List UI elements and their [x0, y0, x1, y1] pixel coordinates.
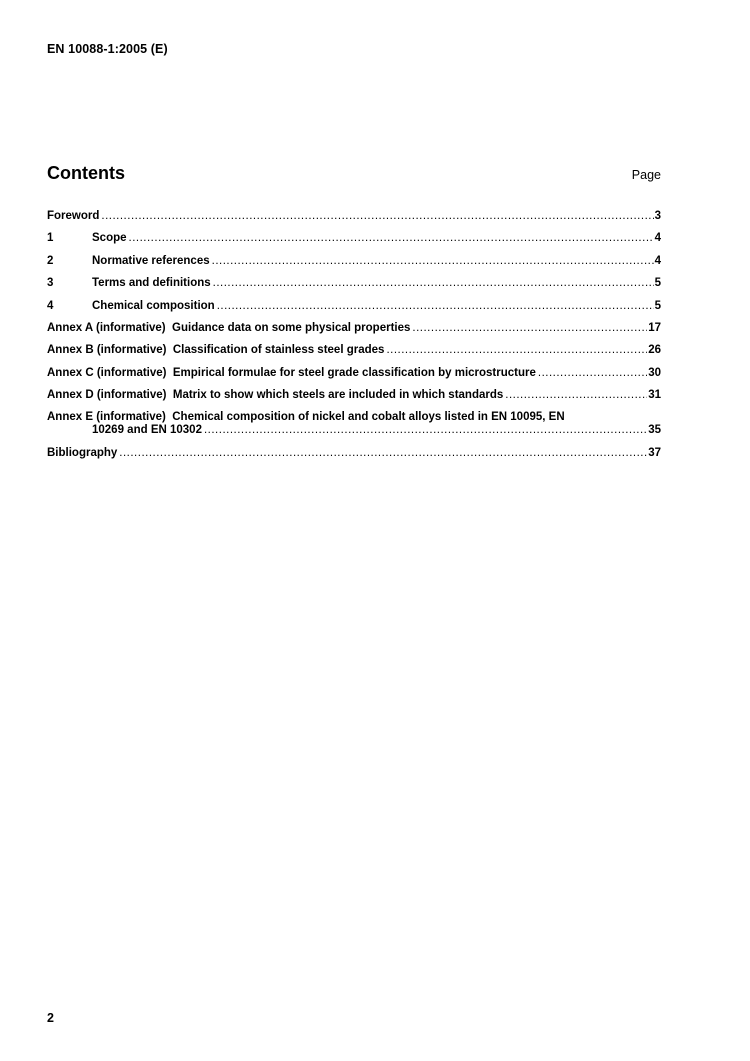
toc-entry-title: Annex D (informative) Matrix to show which steels are included in which standards [47, 389, 504, 402]
toc-entry-page: 30 [648, 366, 661, 379]
page-number: 2 [47, 1011, 54, 1025]
toc-entry-title: Annex C (informative) Empirical formulae for steel grade classification by microstructure [47, 366, 536, 379]
toc-entry-page: 26 [648, 344, 661, 357]
dot-leader [212, 254, 654, 268]
dot-leader [412, 321, 647, 335]
toc-entry-annex-d[interactable] [47, 388, 661, 402]
toc-entry-number: 3 [47, 277, 54, 290]
toc-entry-page: 5 [654, 299, 661, 312]
toc-entry-title: Normative references [92, 254, 210, 267]
dot-leader [101, 209, 653, 223]
toc-entry-annex-c[interactable] [47, 366, 661, 380]
toc-entry-title: Bibliography [47, 446, 118, 459]
toc-entry-title-line1: Annex E (informative) Chemical composition of nickel and cobalt alloys listed in EN 10095, EN [47, 410, 565, 423]
dot-leader [386, 343, 647, 357]
toc-entry-annex-e[interactable] [47, 411, 661, 438]
toc-entry-annex-a[interactable] [47, 321, 661, 335]
dot-leader [217, 299, 654, 313]
toc-entry-title: Annex A (informative) Guidance data on some physical properties [47, 321, 411, 334]
toc-entry-terms-and-definitions[interactable] [47, 276, 661, 290]
toc-entry-page: 35 [648, 424, 661, 437]
toc-entry-annex-b[interactable] [47, 343, 661, 357]
dot-leader [538, 366, 647, 380]
toc-entry-title: Terms and definitions [92, 277, 211, 290]
dot-leader [129, 231, 654, 245]
dot-leader [213, 276, 654, 290]
document-id: EN 10088-1:2005 (E) [47, 42, 168, 56]
toc-entry-number: 2 [47, 254, 54, 267]
toc-entry-page: 4 [654, 232, 661, 245]
toc-entry-normative-references[interactable] [47, 254, 661, 268]
toc-entry-page: 5 [654, 277, 661, 290]
toc-entry-title-line2: 10269 and EN 10302 [92, 424, 202, 437]
dot-leader [119, 446, 647, 460]
contents-heading: Contents [47, 163, 125, 183]
toc-entry-page: 37 [648, 446, 661, 459]
toc-entry-title: Annex B (informative) Classification of stainless steel grades [47, 344, 385, 357]
dot-leader [204, 424, 647, 438]
toc-entry-chemical-composition[interactable] [47, 299, 661, 313]
page-column-label: Page [631, 168, 661, 182]
toc-entry-page: 4 [654, 254, 661, 267]
dot-leader [505, 388, 647, 402]
toc-entry-page: 17 [648, 321, 661, 334]
toc-entry-scope[interactable] [47, 231, 661, 245]
toc-entry-page: 3 [654, 210, 661, 222]
table-of-contents [47, 209, 661, 468]
toc-entry-number: 4 [47, 299, 54, 312]
toc-entry-page: 31 [648, 389, 661, 402]
toc-entry-number: 1 [47, 232, 54, 245]
toc-entry-title: Scope [92, 232, 127, 245]
toc-entry-bibliography[interactable] [47, 446, 661, 460]
toc-entry-title: Foreword [47, 210, 100, 222]
toc-entry-foreword[interactable] [47, 209, 661, 223]
toc-entry-title: Chemical composition [92, 299, 215, 312]
